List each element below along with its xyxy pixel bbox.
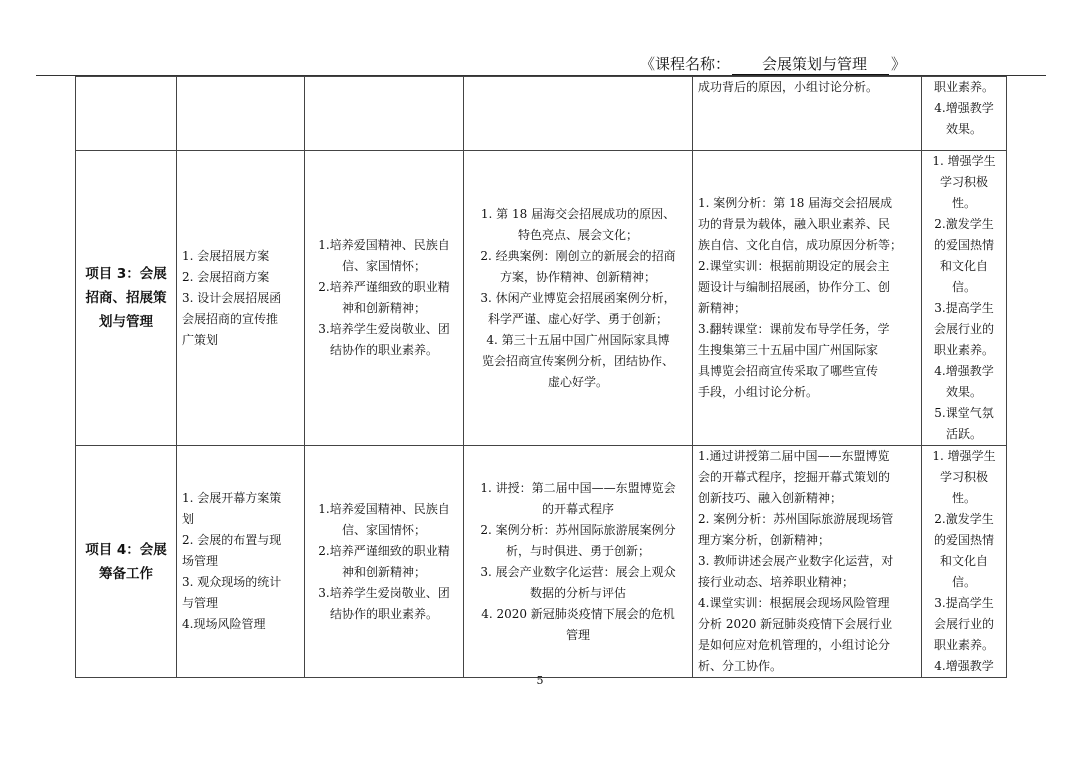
page-number: 5 — [536, 674, 544, 687]
cell-line: 1.培养爱国精神、民族自 — [318, 501, 450, 516]
cell-line: 神和创新精神； — [341, 564, 426, 579]
goal-cell — [305, 77, 464, 151]
cell-line: 结协作的职业素养。 — [329, 343, 438, 357]
cell-line: 1.通过讲授第二届中国——东盟博览 — [698, 449, 890, 463]
cell-line: 2. 会展招商方案 — [182, 269, 270, 284]
cell-line: 1. 案例分析：第 18 届海交会招展成 — [698, 196, 893, 210]
goal-cell — [305, 151, 464, 446]
cell-line: 信、家国情怀； — [341, 522, 426, 537]
cell-line: 4.增强教学 — [934, 101, 994, 115]
cell-line: 2.课堂实训：根据前期设定的展会主 — [698, 259, 890, 273]
cell-line: 效果。 — [945, 385, 982, 399]
cell-line: 接行业动态、培养职业精神； — [698, 575, 855, 589]
cell-line: 3.翻转课堂：课前发布导学任务，学 — [698, 322, 890, 336]
cell-line: 新精神； — [698, 301, 747, 315]
case-cell — [464, 151, 693, 446]
cell-line: 3.提高学生 — [934, 596, 994, 610]
cell-line: 创新技巧、融入创新精神； — [698, 491, 843, 505]
cell-line: 1. 讲授：第二届中国——东盟博览会 — [480, 480, 676, 495]
cell-line: 3.提高学生 — [934, 301, 994, 315]
project-cell — [76, 77, 177, 151]
cell-line: 会的开幕式程序，挖掘开幕式策划的 — [698, 470, 891, 484]
cell-line: 3.培养学生爱岗敬业、团 — [318, 322, 450, 336]
cell-line: 3. 教师讲述会展产业数字化运营，对 — [698, 554, 894, 568]
table-row — [76, 446, 1007, 678]
cell-line: 4. 2020 新冠肺炎疫情下展会的危机 — [481, 606, 675, 621]
cell-line: 2. 案例分析：苏州国际旅游展现场管 — [698, 512, 894, 526]
cell-line: 分析 2020 新冠肺炎疫情下会展行业 — [698, 617, 893, 631]
cell-line: 4.现场风险管理 — [182, 617, 266, 631]
cell-line: 会展招商的宣传推 — [182, 311, 279, 326]
case-cell — [464, 446, 693, 678]
course-label: 《课程名称： — [640, 55, 731, 73]
cell-line: 的开幕式程序 — [541, 501, 614, 516]
cell-line: 功的背景为载体，融入职业素养、民 — [698, 217, 891, 231]
cell-line: 会展行业的 — [933, 617, 994, 631]
cell-line: 职业素养。 — [933, 343, 994, 357]
cell-line: 4.课堂实训：根据展会现场风险管理 — [698, 596, 890, 610]
cell-line: 4. 第三十五届中国广州国际家具博 — [486, 332, 670, 347]
cell-line: 4.增强教学 — [934, 659, 994, 673]
cell-line: 特色亮点、展会文化； — [517, 227, 638, 242]
cell-line: 具博览会招商宣传采取了哪些宣传 — [698, 364, 879, 378]
cell-line: 数据的分析与评估 — [529, 585, 626, 600]
cell-line: 结协作的职业素养。 — [329, 606, 438, 621]
cell-line: 是如何应对危机管理的，小组讨论分 — [698, 638, 891, 652]
cell-line: 划与管理 — [99, 314, 153, 330]
cell-line: 活跃。 — [945, 427, 982, 441]
cell-line: 1. 会展开幕方案策 — [182, 491, 282, 505]
cell-line: 1.培养爱国精神、民族自 — [318, 238, 450, 252]
cell-line: 的爱国热情 — [933, 533, 994, 547]
cell-line: 虚心好学。 — [547, 374, 608, 389]
cell-line: 性。 — [951, 491, 976, 505]
cell-line: 1. 增强学生 — [932, 449, 996, 463]
cell-line: 3.培养学生爱岗敬业、团 — [318, 585, 450, 600]
cell-line: 场管理 — [182, 554, 219, 568]
cell-line: 2.激发学生 — [934, 217, 994, 231]
cell-line: 广策划 — [182, 332, 219, 347]
cell-line: 信、家国情怀； — [341, 259, 426, 273]
cell-line: 学习积极 — [939, 175, 988, 189]
project-cell — [76, 151, 177, 446]
cell-line: 科学严谨、虚心好学、勇于创新； — [487, 311, 668, 326]
cell-line: 3. 观众现场的统计 — [182, 575, 282, 589]
cell-line: 题设计与编制招展函，协作分工、创 — [698, 280, 891, 294]
cell-line: 信。 — [951, 280, 976, 294]
cell-line: 2.培养严谨细致的职业精 — [318, 280, 450, 294]
course-header — [640, 53, 906, 75]
cell-line: 1. 第 18 届海交会招展成功的原因、 — [480, 206, 676, 221]
cell-line: 和文化自 — [939, 259, 988, 273]
method-cell — [693, 446, 922, 678]
cell-line: 的爱国热情 — [933, 238, 994, 252]
cell-line: 项目 4：会展 — [85, 541, 167, 558]
cell-line: 招商、招展策 — [85, 290, 167, 306]
effect-cell — [922, 151, 1007, 446]
course-name: 会展策划与管理 — [732, 53, 889, 75]
cell-line: 2.培养严谨细致的职业精 — [318, 543, 450, 558]
cell-line: 管理 — [565, 627, 590, 642]
project-cell — [76, 446, 177, 678]
cell-line: 项目 3：会展 — [85, 266, 167, 282]
cell-line: 与管理 — [182, 596, 219, 610]
cell-line: 成功背后的原因，小组讨论分析。 — [698, 80, 879, 94]
cell-line: 2. 会展的布置与现 — [182, 533, 282, 547]
content-cell — [177, 77, 305, 151]
cell-line: 3. 休闲产业博览会招展函案例分析， — [480, 290, 676, 305]
cell-line: 会展行业的 — [933, 322, 994, 336]
cell-line: 效果。 — [945, 122, 982, 136]
cell-line: 信。 — [951, 575, 976, 589]
effect-cell — [922, 446, 1007, 678]
cell-line: 析，与时俱进、勇于创新； — [505, 543, 650, 558]
curriculum-table — [75, 76, 1007, 678]
cell-line: 2. 经典案例：刚创立的新展会的招商 — [480, 248, 676, 263]
cell-line: 方案，协作精神、创新精神； — [499, 269, 656, 284]
cell-line: 2. 案例分析：苏州国际旅游展案例分 — [480, 522, 676, 537]
cell-line: 职业素养。 — [933, 80, 994, 94]
effect-cell — [922, 77, 1007, 151]
cell-line: 1. 增强学生 — [932, 154, 996, 168]
cell-line: 2.激发学生 — [934, 512, 994, 526]
table-row — [76, 77, 1007, 151]
cell-line: 性。 — [951, 196, 976, 210]
cell-line: 和文化自 — [939, 554, 988, 568]
course-label-end: 》 — [891, 55, 907, 73]
case-cell — [464, 77, 693, 151]
method-cell — [693, 151, 922, 446]
cell-line: 族自信、文化自信，成功原因分析等； — [698, 238, 903, 252]
cell-line: 职业素养。 — [933, 638, 994, 652]
cell-line: 神和创新精神； — [341, 301, 426, 315]
cell-line: 划 — [182, 512, 195, 526]
cell-line: 览会招商宣传案例分析，团结协作、 — [481, 353, 674, 368]
cell-line: 5.课堂气氛 — [934, 406, 994, 420]
content-cell — [177, 446, 305, 678]
cell-line: 4.增强教学 — [934, 364, 994, 378]
cell-line: 理方案分析，创新精神； — [698, 533, 831, 547]
cell-line: 学习积极 — [939, 470, 988, 484]
cell-line: 手段，小组讨论分析。 — [698, 385, 819, 399]
content-cell — [177, 151, 305, 446]
cell-line: 筹备工作 — [99, 565, 153, 582]
method-cell — [693, 77, 922, 151]
cell-line: 生搜集第三十五届中国广州国际家 — [698, 343, 879, 357]
cell-line: 析、分工协作。 — [698, 659, 783, 673]
cell-line: 1. 会展招展方案 — [182, 248, 270, 263]
table-row — [76, 151, 1007, 446]
goal-cell — [305, 446, 464, 678]
cell-line: 3. 设计会展招展函 — [182, 290, 282, 305]
cell-line: 3. 展会产业数字化运营：展会上观众 — [480, 564, 676, 579]
